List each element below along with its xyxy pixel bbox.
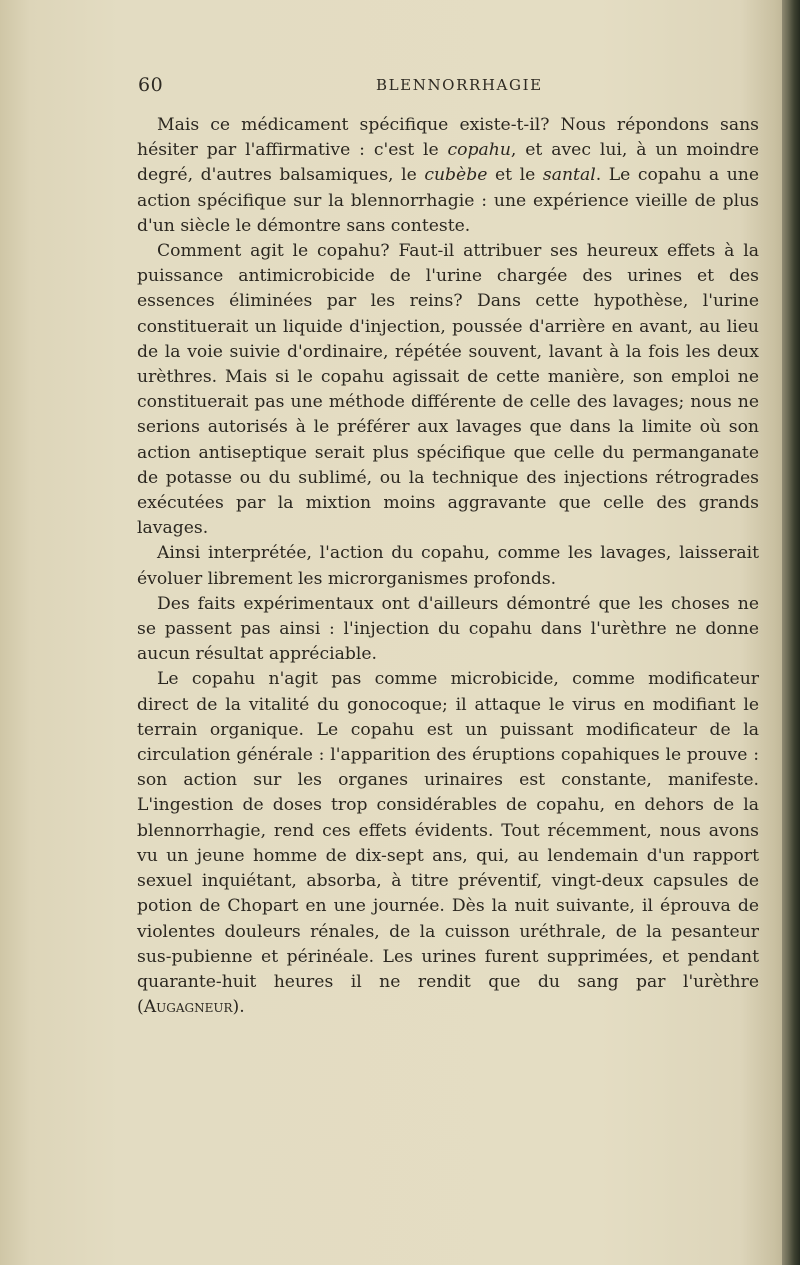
- paragraph-1-text-b: , et avec lui, à un moindre degré, d'autres balsamiques, le: [137, 140, 759, 186]
- paragraph-5-end: ).: [232, 997, 245, 1018]
- paragraph-2: Comment agit le copahu? Faut-il attribuer ses heureux effets à la puissance antimicrobicide de l'urine chargée des urines et des essences éliminées par les reins? Dans cette hypothèse, l'urine constituerait un liquide d'injection, poussée d'arrière en avant, au lieu de la voie suivie d'ordinaire, répétée souvent, lavant à la fois les deux urèthres. Mais si le copahu agissait de cette manière, son emploi ne constituerait pas une méthode différente de celle des lavages; nous ne serions autorisés à le préférer aux lavages que dans la limite où son action antiseptique serait plus spécifique que celle du permanganate de potasse ou du sublimé, ou la technique des injections rétrogrades exécutées par la mixtion moins aggravante que celle des grands lavages.: [137, 241, 759, 539]
- body-text: [137, 113, 759, 1020]
- paragraph-1: [137, 113, 759, 239]
- paragraph-5-text: Le copahu n'agit pas comme microbicide, comme modificateur direct de la vitalité du gonocoque; il attaque le virus en modifiant le terrain organique. Le copahu est un puissant modificateur de la circulation générale : l'apparition des éruptions copahiques le prouve : son action sur les organes urinaires est constante, manifeste. L'ingestion de doses trop considérables de copahu, en dehors de la blennorrhagie, rend ces effets évidents. Tout récemment, nous avons vu un jeune homme de dix-sept ans, qui, au lendemain d'un rapport sexuel inquiétant, absorba, à titre préventif, vingt-deux capsules de potion de Chopart en une journée. Dès la nuit suivante, il éprouva de violentes douleurs rénales, de la cuisson uréthrale, de la pesanteur sus-pubienne et périnéale. Les urines furent supprimées, et pendant quarante-huit heures il ne rendit que du sang par l'urèthre (: [137, 669, 759, 1018]
- paragraph-1-text-d: . Le copahu a une action spécifique sur la blennorrhagie : une expérience vieille de plus d'un siècle le démontre sans conteste.: [137, 165, 760, 236]
- paragraph-1-text-c: et le: [487, 165, 543, 186]
- paragraph-3: Ainsi interprétée, l'action du copahu, comme les lavages, laisserait évoluer librement les microrganismes profonds.: [137, 543, 759, 589]
- paragraph-5: [137, 667, 759, 1020]
- paragraph-1-text-a: Mais ce médicament spécifique existe-t-il? Nous répondons sans hésiter par l'affirmative : c'est le: [137, 115, 759, 161]
- book-spine-shadow: [782, 0, 800, 1265]
- term-copahu: copahu: [447, 140, 511, 161]
- term-cubebe: cubèbe: [424, 165, 488, 186]
- running-title: BLENNORRHAGIE: [376, 76, 543, 94]
- paragraph-4: Des faits expérimentaux ont d'ailleurs démontré que les choses ne se passent pas ainsi : l'injection du copahu dans l'urèthre ne donne aucun résultat appréciable.: [137, 593, 759, 665]
- citation-author: Augagneur: [143, 997, 233, 1018]
- term-santal: santal: [542, 165, 596, 186]
- page-number: 60: [138, 74, 164, 96]
- running-header: [138, 74, 758, 100]
